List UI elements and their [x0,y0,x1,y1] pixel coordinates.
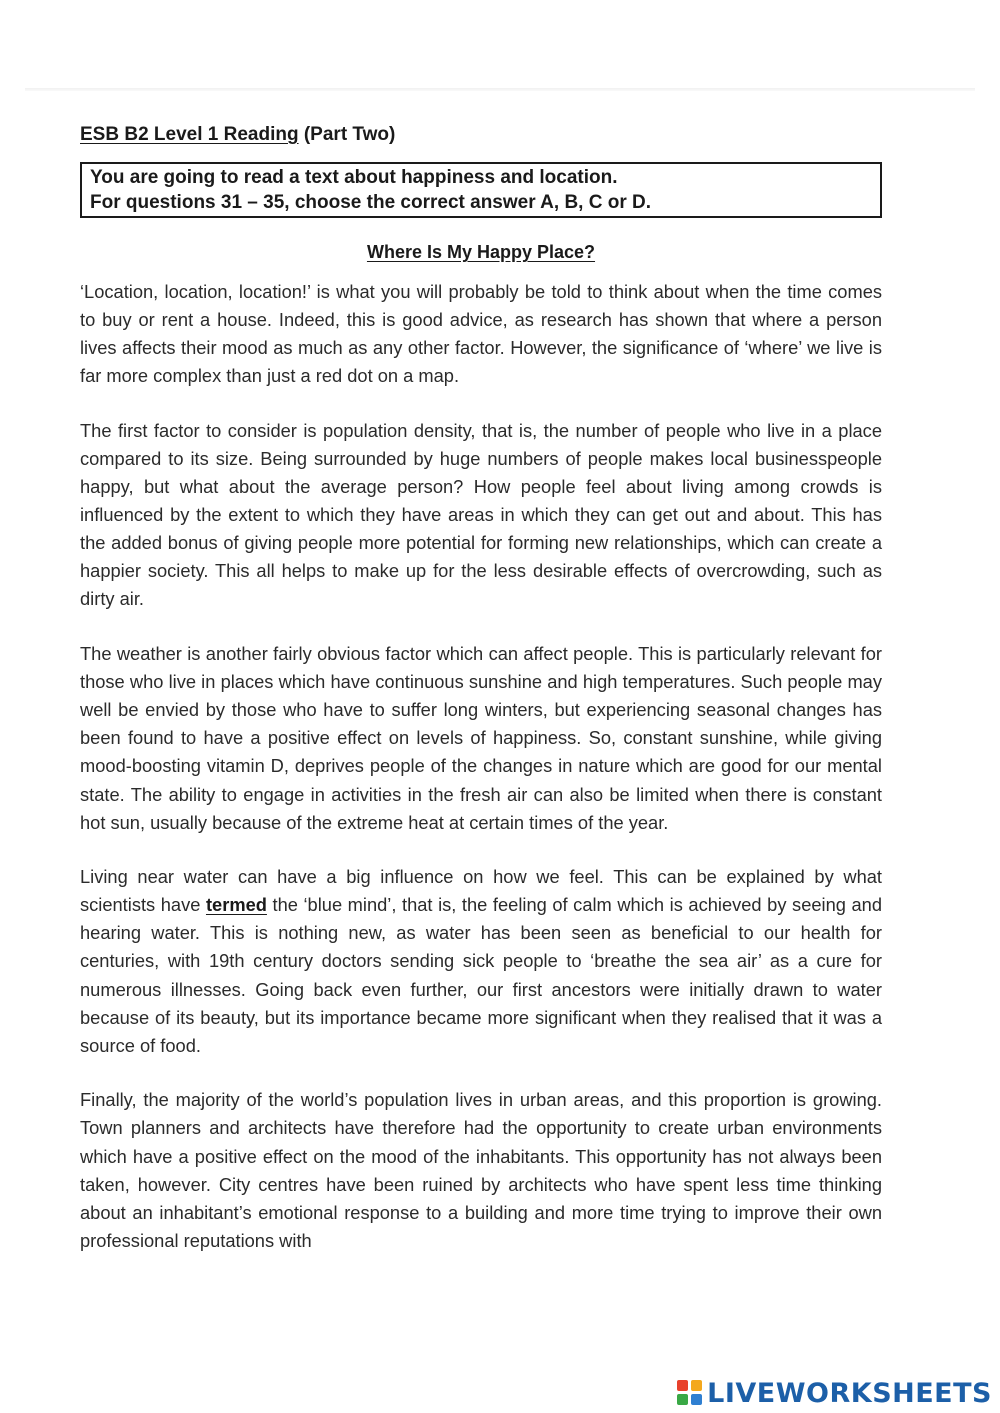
worksheet-page [80,120,882,1255]
page-header [80,120,882,150]
article-title-text: Where Is My Happy Place? [366,242,596,262]
article-paragraph-4 [80,863,882,1060]
article-title [80,238,882,266]
header-title: ESB B2 Level 1 Reading [80,124,299,145]
instructions-line-2: For questions 31 – 35, choose the correct answer A, B, C or D. [90,192,652,213]
paragraph-4-text-start: Living near water can have a big influence on how we feel. This can be explained by what scientists have [80,866,882,916]
article-paragraph-2: The first factor to consider is population density, that is, the number of people who live in a place compared to its size. Being surrounded by huge numbers of people makes local businesspeople happy, but what about the average person? How people feel about living among crowds is influenced by the extent to which they have areas in which they can get out and about. This has the added bonus of giving people more potential for forming new relationships, which can create a happier society. This all helps to make up for the less desirable effects of overcrowding, such as dirty air. [80,419,882,610]
instructions-line-1: You are going to read a text about happiness and location. [90,167,618,188]
article-paragraph-5: Finally, the majority of the world’s population lives in urban areas, and this proportion is growing. Town planners and architects have therefore had the opportunity to create urban environments which have a positive effect on the mood of the inhabitants. This opportunity has not always been taken, however. City centres have been ruined by architects who have spent less time thinking about an inhabitant’s emotional response to a building and more time trying to improve their own professional reputations with [80,1089,882,1251]
article-paragraph-1: ‘Location, location, location!’ is what you will probably be told to think about when the time comes to buy or rent a house. Indeed, this is good advice, as research has shown that where a person lives affects their mood as much as any other factor. However, the significance of ‘where’ we live is far more complex than just a red dot on a map. [80,281,882,387]
article-paragraph-3: The weather is another fairly obvious factor which can affect people. This is particularly relevant for those who live in places which have continuous sunshine and high temperatures. Such people may well be envied by those who have to suffer long winters, but experiencing seasonal changes has been found to have a positive effect on levels of happiness. So, constant sunshine, while giving mood-boosting vitamin D, deprives people of the changes in nature which are good for our mental state. The ability to engage in activities in the fresh air can also be limited when there is constant hot sun, usually because of the extreme heat at certain times of the year. [80,643,882,833]
paragraph-4-text-end: the ‘blue mind’, that is, the feeling of calm which is achieved by seeing and hearing water. This is nothing new, as water has been seen as beneficial to our health for centuries, with 19th century doctors sending sick people to ‘breathe the sea air’ as a cure for numerous illnesses. Going back even further, our first ancestors were initially drawn to water because of its beauty, but its importance became more significant when they realised that it was a source of food. [80,894,882,1056]
instructions-box [80,162,882,218]
page-top-divider [25,88,975,91]
liveworksheets-logo-icon [677,1380,703,1406]
brand-name: LIVEWORKSHEETS [707,1377,992,1409]
vocabulary-keyword: termed [205,894,267,916]
liveworksheets-brand[interactable] [677,1376,992,1410]
header-title-suffix: (Part Two) [298,124,396,145]
